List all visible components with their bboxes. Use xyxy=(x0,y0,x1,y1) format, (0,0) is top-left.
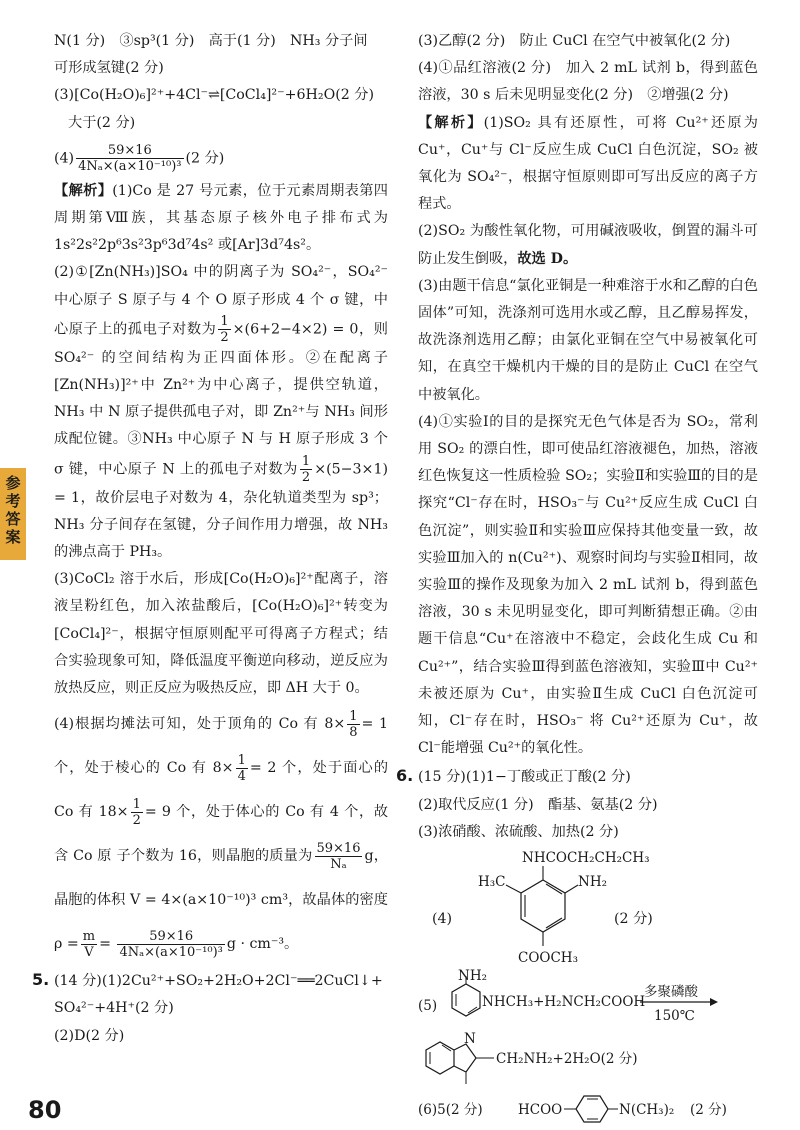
structure-4 xyxy=(418,850,758,970)
analysis-text-bold: 故选 D。 xyxy=(517,250,578,267)
fraction-numerator: 1 xyxy=(237,752,246,768)
right-column xyxy=(396,28,758,1128)
fraction xyxy=(347,709,359,740)
answer-line: (2)取代反应(1 分) 酯基、氨基(2 分) xyxy=(418,796,658,813)
substituent-bottom: COOCH₃ xyxy=(518,950,578,967)
reaction-5-diagram xyxy=(418,970,758,1028)
analysis-text: g · cm⁻³。 xyxy=(226,936,299,953)
answer-line: 大于(2 分) xyxy=(68,114,136,131)
analysis-text: = 9 个，处于体心的 Co 有 4 个，故含 Co 原 xyxy=(54,804,389,865)
analysis-text: = xyxy=(99,936,111,953)
fraction-label: (4) xyxy=(54,150,75,167)
analysis-paragraph: (4)①实验Ⅰ的目的是探究无色气体是否为 SO₂，常利用 SO₂ 的漂白性，即可使品红溶液褪色，加热，溶液红色恢复这一性质检验 SO₂；实验Ⅱ和实验Ⅲ的目的是探究“Cl⁻存在时，HSO₃⁻与 Cu²⁺反应生成 CuCl 白色沉淀”，则实验Ⅱ和实验Ⅲ应保持其他变量一致，故实验Ⅲ加入的 n(Cu²⁺)、观察时间均与实验Ⅱ相同，故实验Ⅲ的操作及现象为加入 2 mL 试剂 b，得到蓝色溶液，30 s 未见明显变化，即可判断猜想正确。②由题干信息“Cu⁺在溶液中不稳定，会歧化生成 Cu 和 Cu²⁺”，结合实验Ⅲ得到蓝色溶液知，实验Ⅲ中 Cu²⁺未被还原为 Cu⁺，由实验Ⅱ生成 CuCl 白色沉淀可知，Cl⁻存在时，HSO₃⁻ 将 Cu²⁺还原为 Cu⁺，故 Cl⁻能增强 Cu²⁺的氧化性。 xyxy=(418,413,758,757)
analysis-paragraph xyxy=(418,218,758,272)
question-5-line xyxy=(32,966,388,995)
substituent-top: NHCOCH₂CH₂CH₃ xyxy=(522,850,650,867)
structure-6-diagram xyxy=(418,1088,758,1128)
fraction-denominator: 4 xyxy=(237,768,246,784)
nitrogen-atom: N xyxy=(464,1031,476,1048)
bond xyxy=(565,885,578,893)
answer-line: SO₄²⁻+4H⁺(2 分) xyxy=(54,1000,174,1017)
fraction-numerator: m xyxy=(82,928,96,944)
answer-line: (3)[Co(H₂O)₆]²⁺+4Cl⁻⇌[CoCl₄]²⁻+6H₂O(2 分) xyxy=(54,87,374,104)
fraction-denominator: 8 xyxy=(349,724,358,740)
answer-text: (14 分)(1)2Cu²⁺+SO₂+2H₂O+2Cl⁻══2CuCl↓+ xyxy=(54,973,383,990)
fraction xyxy=(81,929,97,960)
analysis-text: ×(6+2−4×2) = 0，则 SO₄²⁻ 的空间结构为正四面体形。②在配离子[Zn(NH₃)]²⁺中 Zn²⁺为中心离子，提供空轨道，NH₃ 中 N 原子提供孤电子对，即 Zn²⁺与 NH₃ 间形成配位键。③NH₃ 中心原子 N 与 H 原子形成 3 个 σ 键，中心原子 N 上的孤电子对数为 xyxy=(54,321,388,478)
analysis-text: ×(5−3×1) = 1，故价层电子对数为 4，杂化轨道类型为 sp³；NH₃ 分子间存在氢键，分子间作用力增强，故 NH₃ 的沸点高于 PH₃。 xyxy=(54,461,388,561)
side-tab-answers: 参考答案 xyxy=(0,468,26,560)
benzene-ring xyxy=(521,880,565,932)
answer-line: (3)乙醇(2 分) 防止 CuCl 在空气中被氧化(2 分) xyxy=(418,33,731,49)
analysis-text: 有 18× xyxy=(78,804,129,821)
double-bond xyxy=(546,918,562,928)
analysis-paragraph: (3)由题干信息“氯化亚铜是一种难溶于水和乙醇的白色固体”可知，洗涤剂可选用水或乙醇，且乙醇易挥发，故洗涤剂选用乙醇；由氯化亚铜在空气中易被氧化可知，在真空干燥机内干燥的目的是防止 CuCl 在空气中被氧化。 xyxy=(418,277,758,403)
benzene-ring xyxy=(576,1096,608,1122)
fraction xyxy=(300,454,312,485)
fraction xyxy=(76,143,183,174)
points: (2 分) xyxy=(614,911,653,928)
answer-line: N(1 分) ③sp³(1 分) 高于(1 分) NH₃ 分子间 xyxy=(54,33,368,49)
fraction-denominator: 2 xyxy=(301,469,311,485)
analysis-paragraph xyxy=(54,178,388,260)
analysis-text: g，晶胞的体积 xyxy=(54,848,388,909)
fraction-denominator: 4Nₐ×(a×10⁻¹⁰)³ xyxy=(119,944,223,960)
reactants: NHCH₃+H₂NCH₂COOH xyxy=(482,994,646,1011)
analysis-paragraph: (3)CoCl₂ 溶于水后，形成[Co(H₂O)₆]²⁺配离子，溶液呈粉红色，加入浓盐酸后，[Co(H₂O)₆]²⁺转变为[CoCl₄]²⁻，根据守恒原则配平可得离子方程式；结合实验现象可知，降低温度平衡逆向移动，逆反应为放热反应，则正反应为吸热反应，即 ΔH 大于 0。 xyxy=(54,571,388,697)
arrow-head xyxy=(710,998,718,1006)
fraction-numerator: 1 xyxy=(132,796,141,812)
analysis-text: (1)SO₂ 具有还原性，可将 Cu²⁺还原为 Cu⁺，Cu⁺与 Cl⁻反应生成 CuCl 白色沉淀，SO₂ 被氧化为 SO₄²⁻，根据守恒原则即可写出反应的离子方程式。 xyxy=(418,114,758,213)
analysis-tag: 【解析】 xyxy=(54,182,113,199)
reaction-condition-catalyst: 多聚磷酸 xyxy=(644,984,698,1001)
substituent-right: NH₂ xyxy=(578,874,607,891)
reaction-5 xyxy=(418,970,758,1028)
analysis-text: (2)SO₂ 为酸性氧化物，可用碱液吸收，倒置的漏斗可防止发生倒吸， xyxy=(418,223,758,267)
reaction-5-product xyxy=(418,1028,758,1088)
fraction-denominator: Nₐ xyxy=(330,856,347,872)
fraction-numerator: 1 xyxy=(220,313,229,329)
question-number: 6. xyxy=(396,766,414,786)
amino-group: NH₂ xyxy=(458,968,487,985)
fraction xyxy=(131,797,143,828)
fraction-denominator: 4Nₐ×(a×10⁻¹⁰)³ xyxy=(78,158,182,174)
analysis-paragraph xyxy=(54,259,388,566)
analysis-tag: 【解析】 xyxy=(418,114,484,131)
analysis-text: V = 4×(a×10⁻¹⁰)³ cm³，故晶体的密度 ρ = xyxy=(54,892,388,953)
answer-line: (2)D(2 分) xyxy=(54,1027,125,1044)
answer-line: 可形成氢键(2 分) xyxy=(54,60,164,77)
analysis-paragraph xyxy=(54,702,388,966)
fraction-numerator: 1 xyxy=(301,453,311,469)
answer-line: (4)①品红溶液(2 分) 加入 2 mL 试剂 b，得到蓝色溶液，30 s 后未见明显变化(2 分) ②增强(2 分) xyxy=(418,60,758,104)
points: (2 分) xyxy=(185,150,225,167)
fraction xyxy=(315,841,363,872)
analysis-text: 子个数为 16，则晶胞的质量为 xyxy=(116,848,313,865)
analysis-paragraph xyxy=(418,110,758,219)
reaction-condition-temperature: 150℃ xyxy=(654,1008,695,1025)
fraction-numerator: 59×16 xyxy=(316,840,361,856)
product-text: CH₂NH₂+2H₂O(2 分) xyxy=(496,1051,638,1068)
analysis-text: = xyxy=(361,716,374,733)
bond xyxy=(506,885,521,893)
question-number: 5. xyxy=(32,970,50,990)
answer-text: (15 分)(1)1−丁酸或正丁酸(2 分) xyxy=(418,769,631,786)
fraction-denominator: 2 xyxy=(220,329,229,345)
answer-label: (6)5(2 分) xyxy=(418,1102,483,1119)
structure-label: (4) xyxy=(432,911,453,928)
question-6-line xyxy=(396,762,758,791)
reaction-label: (5) xyxy=(418,998,438,1015)
benzimidazole-structure xyxy=(418,1028,758,1088)
fraction-numerator: 59×16 xyxy=(76,143,183,159)
analysis-text: (4)根据均摊法可知，处于顶角的 Co 有 8× xyxy=(54,716,346,733)
analysis-text: 1 个，处于棱心的 Co 有 8× xyxy=(54,716,388,777)
fraction-numerator: 1 xyxy=(349,708,358,724)
left-column xyxy=(32,28,389,1050)
dimethylamino-group: N(CH₃)₂ xyxy=(619,1102,675,1119)
answer-line-fraction xyxy=(54,143,388,174)
fraction xyxy=(236,753,248,784)
fraction xyxy=(218,314,230,345)
formate-group: HCOO xyxy=(518,1102,563,1119)
answer-line: (3)浓硝酸、浓硫酸、加热(2 分) xyxy=(418,823,619,840)
page-number: 80 xyxy=(28,1096,62,1124)
fraction-numerator: 59×16 xyxy=(117,929,224,945)
fraction xyxy=(117,929,224,960)
imidazole-ring xyxy=(454,1044,476,1072)
fraction-denominator: V xyxy=(84,944,94,960)
structure-6 xyxy=(418,1088,758,1128)
analysis-text: (2)①[Zn(NH₃)]SO₄ 中的阴离子为 SO₄²⁻，SO₄²⁻ 中心原子 S 原子与 4 个 O 原子形成 4 个 σ 键，中心原子上的孤电子对数为 xyxy=(54,264,388,338)
points: (2 分) xyxy=(690,1102,727,1119)
double-bond xyxy=(546,884,562,894)
fraction-denominator: 2 xyxy=(132,812,141,828)
analysis-text: = 2 个，处于面心的 Co xyxy=(54,760,389,821)
analysis-text: (1)Co 是 27 号元素，位于元素周期表第四周期第Ⅷ族，其基态原子核外电子排布式为 1s²2s²2p⁶3s²3p⁶3d⁷4s² 或[Ar]3d⁷4s²。 xyxy=(54,182,388,254)
substituent-left: H₃C xyxy=(478,874,506,891)
